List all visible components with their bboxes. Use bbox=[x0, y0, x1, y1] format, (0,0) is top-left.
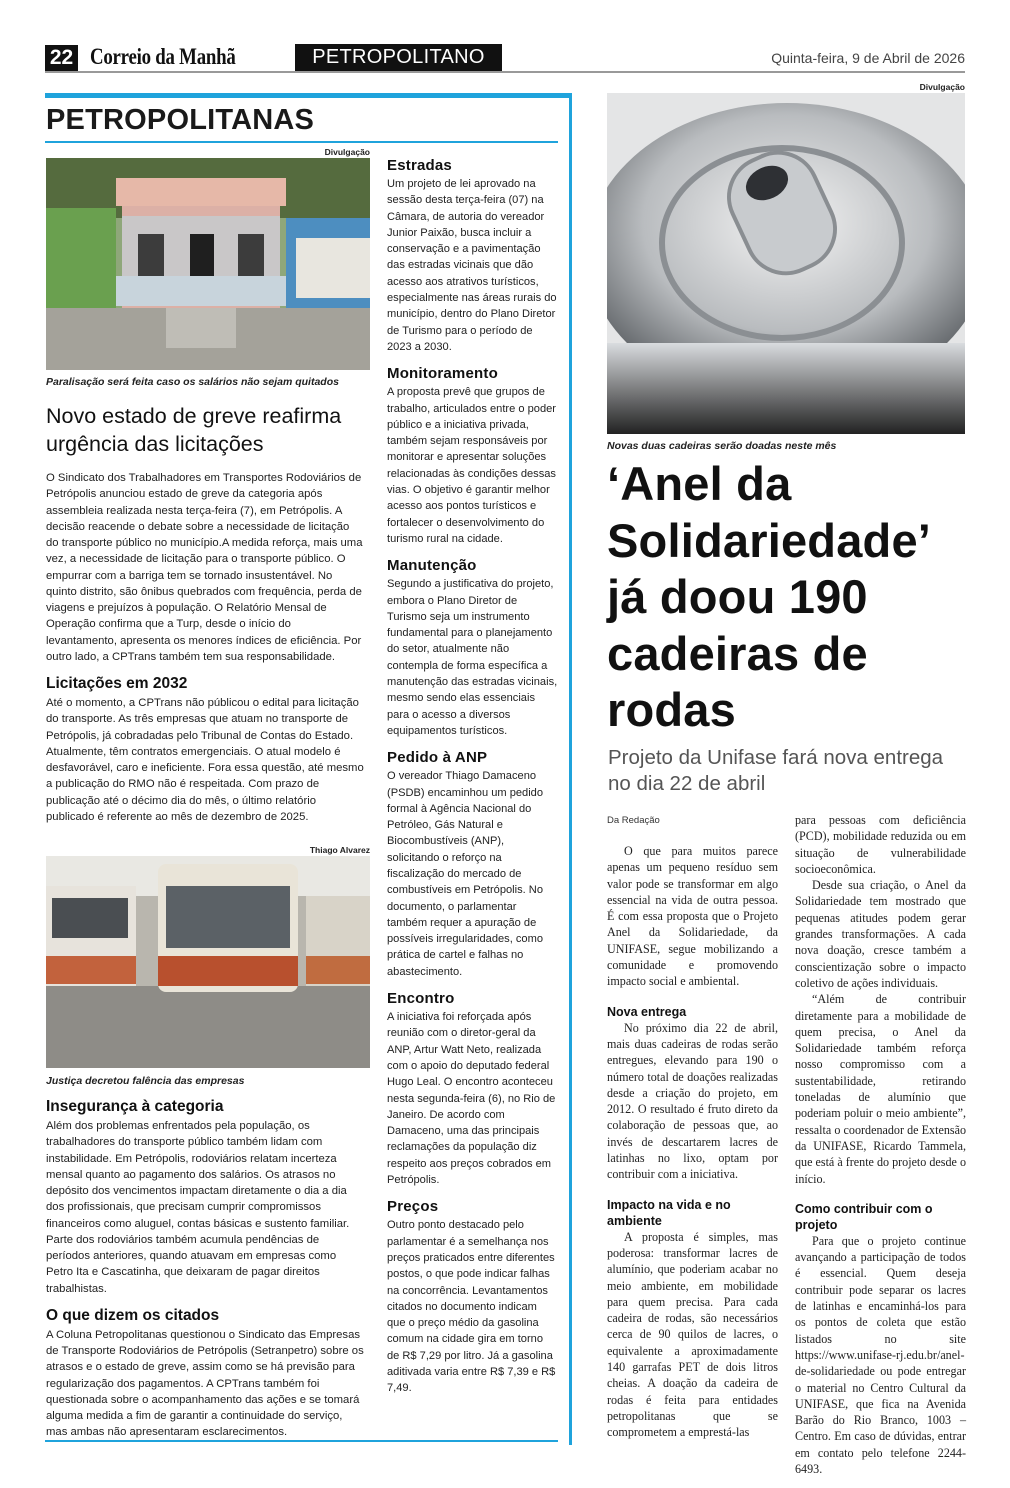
paragraph: A proposta é simples, mas poderosa: transformar lacres de alumínio, que poderiam acabar no meio ambiente, em mobilidade para quem precisa. Para cada cadeira de rodas, são necessários cerca de 90 quilos de lacres, o equivalente a aproximadamente 140 garrafas PET de dois litros cheias. A doação da cadeira de rodas é feita para entidades petropolitanas que se comprometem a emprestá-las bbox=[607, 1229, 778, 1440]
photo-caption: Justiça decretou falência das empresas bbox=[46, 1075, 245, 1087]
text-citados: A Coluna Petropolitanas questionou o Sindicato das Empresas de Transporte Rodoviários de Petrópolis (Setranpetro) sobre os atrasos e o estado de greve, assim como se há previsão para regularização dos pagamentos. A CPTrans também foi questionada sobre o acompanhamento das ações e se tomará alguma medida a fim de garantir a continuidade do serviço, mas ambas não apresentaram esclarecimentos. bbox=[46, 1328, 364, 1439]
column-second-story bbox=[46, 1096, 364, 1441]
paragraph: “Além de contribuir diretamente para a mobilidade de quem precisa, o Anel da Solidariedade também reforça nosso compromisso com a sustentabilidade, retirando toneladas de alumínio que poderiam poluir o meio ambiente”, ressalta o coordenador de Extensão da UNIFASE, Ricardo Tammela, que está à frente do projeto desde o início. bbox=[795, 992, 966, 1186]
bus-photo bbox=[46, 856, 370, 1068]
photo-caption: Paralisação será feita caso os salários não sejam quitados bbox=[46, 376, 339, 388]
paragraph: Para que o projeto continue avançando a participação de todos é essencial. Quem deseja contribuir pode separar os lacres de latinhas e encaminhá-los para os pontos de coleta que estão listados no site https://www.unifase-rj.edu.br/anel-de-solidariedade ou pode entregar o material no Centro Cultural da UNIFASE, que fica na Avenida Barão do Rio Branco, 1003 – Centro. Em caso de dúvidas, entrar em contato pelo telefone 2244-6493. bbox=[795, 1233, 966, 1476]
paragraph: O que para muitos parece apenas um pequeno resíduo sem valor pode se transformar em algo essencial na vida de outra pessoa. É com essa proposta que o Projeto Anel da Solidariedade, da UNIFASE, segue mobilizando a comunidade e promovendo impacto social e ambiental. bbox=[607, 844, 778, 989]
subhead-licitacoes: Licitações em 2032 bbox=[46, 675, 188, 692]
subhead-citados: O que dizem os citados bbox=[46, 1306, 220, 1324]
header-divider bbox=[45, 71, 965, 73]
masthead-logo: Correio da Manhã bbox=[90, 44, 236, 69]
story-intro: O Sindicato dos Trabalhadores em Transportes Rodoviários de Petrópolis anunciou estado de greve da categoria após assembleia realizada nesta terça-feira (7), em Petrópolis. A decisão reacende o debate sobre a necessidade de licitação do transporte público no município.A medida reforça, mais uma vez, a necessidade de licitação para o transporte público. O empurrar com a barriga tem se tornado insustentável. No quinto distrito, são ônibus quebrados com frequência, perda de viagens e prejuízos à população. O Relatório Mensal de Operação confirma que a Turp, desde o início do levantamento, apresenta os menores índices de eficiência. Por outro lado, a CPTrans também tem sua responsabilidade. bbox=[46, 472, 363, 663]
issue-date: Quinta-feira, 9 de Abril de 2026 bbox=[771, 50, 965, 66]
column-side-notes bbox=[387, 156, 558, 1397]
article-subtitle: Projeto da Unifase fará nova entrega no dia 22 de abril bbox=[608, 746, 944, 795]
subhead-manutencao: Manutenção bbox=[387, 557, 477, 575]
subhead-pedido-anp: Pedido à ANP bbox=[387, 749, 488, 767]
photo-credit: Thiago Alvarez bbox=[309, 845, 370, 855]
text-encontro: A iniciativa foi reforçada após reunião com o diretor-geral da ANP, Artur Watt Neto, realizada com o apoio do deputado federal Hugo Leal. O encontro aconteceu nesta segunda-feira (6), no Rio de Janeiro. De acordo com Damaceno, uma das principais reclamações da população diz respeito aos preços cobrados em Petrópolis. bbox=[387, 1011, 556, 1187]
story-headline: Novo estado de greve reafirma urgência das licitações bbox=[46, 404, 342, 456]
subhead-encontro: Encontro bbox=[387, 990, 455, 1008]
article-headline: ‘Anel da Solidariedade’ já doou 190 cadeiras de rodas bbox=[607, 457, 929, 736]
article-column-2 bbox=[795, 812, 966, 1477]
text-monitoramento: A proposta prevê que grupos de trabalho, articulados entre o poder público e a iniciativa privada, também sejam responsáveis por monitorar e apresentar soluções relacionadas às condições dessas vias. O objetivo é garantir melhor acesso aos pontos turísticos e fortalecer o desenvolvimento do turismo rural na cidade. bbox=[387, 386, 556, 545]
subhead-como-contribuir: Como contribuir com o projeto bbox=[795, 1201, 933, 1232]
column-title-underline bbox=[45, 141, 558, 143]
text-estradas: Um projeto de lei aprovado na sessão desta terça-feira (07) na Câmara, de autoria do vereador Junior Paixão, busca incluir a conservação e a pavimentação das estradas vicinais que dão acesso aos atrativos turísticos, especialmente nas áreas rurais do município, dentro do Plano Diretor de Turismo para o período de 2023 a 2030. bbox=[387, 178, 557, 353]
subhead-nova-entrega: Nova entrega bbox=[607, 1004, 687, 1019]
text-manutencao: Segundo a justificativa do projeto, embora o Plano Diretor de Turismo seja um instrumento fundamental para o planejamento do setor, atualmente não contempla de forma específica a manutenção das estradas vicinais, mesmo sendo elas essenciais para o acesso a diversos equipamentos turísticos. bbox=[387, 578, 558, 737]
subhead-impacto: Impacto na vida e no ambiente bbox=[607, 1197, 731, 1228]
subhead-precos: Preços bbox=[387, 1198, 439, 1216]
text-licitacoes: Até o momento, a CPTrans não públicou o edital para licitação do transporte. As três empresas que atuam no transporte de Petrópolis, já cobradadas pelo Tribunal de Contas do Estado. Atualmente, têm contratos emergenciais. O atual modelo é desfavorável, caro e ineficiente. Fora essa questão, até mesmo a publicação do RMO não é respeitada. Com prazo de publicação até o décimo dia do mês, o último relatório publicado é referente ao mês de dezembro de 2025. bbox=[46, 697, 364, 823]
paragraph: Desde sua criação, o Anel da Solidariedade tem mostrado que pequenas atitudes podem gerar grandes transformações. A cada nova doação, cresce também a conscientização sobre o impacto coletivo de ações individuais. bbox=[795, 878, 966, 990]
subhead-monitoramento: Monitoramento bbox=[387, 365, 498, 383]
subhead-inseguranca: Insegurança à categoria bbox=[46, 1098, 224, 1115]
paragraph: para pessoas com deficiência (PCD), mobilidade reduzida ou em situação de vulnerabilidade socioeconômica. bbox=[795, 813, 966, 876]
column-title: PETROPOLITANAS bbox=[46, 104, 315, 136]
text-inseguranca: Além dos problemas enfrentados pela população, os trabalhadores do transporte público também lidam com instabilidade. Em Petrópolis, rodoviários relatam incerteza mensal quanto ao pagamento dos salários. Os atrasos no depósito dos vencimentos impactam diretamente o dia a dia dos profissionais, que precisam cumprir compromissos financeiros como aluguel, contas básicas e sustento familiar. Parte dos rodoviários também acumula pendências de períodos anteriores, quando atuavam em empresas como Petro Ita e Cascatinha, que deixaram de pagar direitos trabalhistas. bbox=[46, 1120, 350, 1295]
page-number: 22 bbox=[45, 45, 78, 71]
house-photo bbox=[46, 158, 370, 370]
section-tag: PETROPOLITANO bbox=[295, 44, 502, 71]
text-precos: Outro ponto destacado pelo parlamentar é a semelhança nos preços praticados entre diferentes postos, o que pode indicar falhas na concorrência. Levantamentos citados no documento indicam que o preço médio da gasolina comum na cidade gira em torno de R$ 7,29 por litro. Já a gasolina aditivada varia entre R$ 7,39 e R$ 7,49. bbox=[387, 1219, 556, 1395]
column-main-story bbox=[46, 402, 364, 825]
paragraph: No próximo dia 22 de abril, mais duas cadeiras de rodas serão entregues, elevando para 190 o número total de doações realizadas desde a criação do projeto, em 2012. O resultado é fruto direto da colaboração de pessoas que, ao invés de descartarem lacres de latinhas no lixo, optam por contribuir com a iniciativa. bbox=[607, 1020, 778, 1182]
column-side-bar bbox=[569, 93, 572, 1445]
photo-caption: Novas duas cadeiras serão doadas neste mês bbox=[607, 440, 837, 452]
photo-credit: Divulgação bbox=[919, 82, 965, 92]
byline: Da Redação bbox=[607, 815, 660, 826]
subhead-estradas: Estradas bbox=[387, 157, 452, 174]
text-pedido-anp: O vereador Thiago Damaceno (PSDB) encaminhou um pedido formal à Agência Nacional do Petróleo, Gás Natural e Biocombustíveis (ANP), solicitando o reforço na fiscalização do mercado de combustíveis em Petrópolis. No documento, o parlamentar também requer a apuração de possíveis irregularidades, como prática de cartel e falhas no abastecimento. bbox=[387, 770, 544, 978]
column-top-bar bbox=[45, 93, 572, 98]
can-photo bbox=[607, 93, 965, 434]
article-column-1 bbox=[607, 815, 778, 1441]
photo-credit: Divulgação bbox=[324, 147, 370, 157]
